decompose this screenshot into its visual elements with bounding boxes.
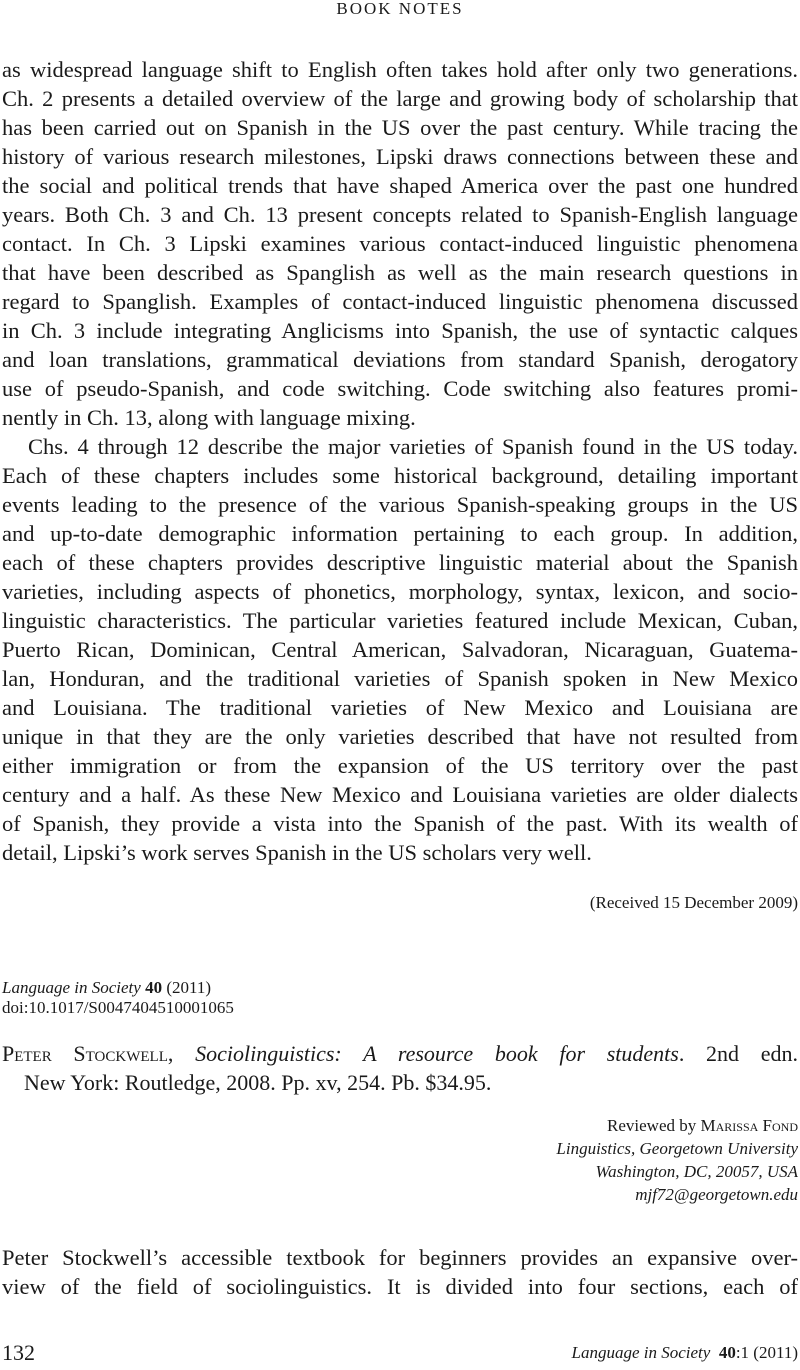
book-author: Peter Stockwell: [2, 1041, 168, 1066]
body-line: of Spanish, they provide a vista into the Spanish of the past. With its wealth of: [2, 811, 798, 836]
running-head: BOOK NOTES: [336, 0, 464, 18]
page-number: 132: [2, 1340, 35, 1365]
body-line: years. Both Ch. 3 and Ch. 13 present concepts related to Spanish-English language: [2, 202, 798, 227]
body-line: either immigration or from the expansion of the US territory over the past: [2, 753, 798, 778]
body-line: Each of these chapters includes some historical background, detailing important: [2, 463, 798, 488]
body-line: nently in Ch. 13, along with language mixing.: [2, 405, 416, 430]
footer-issue-rest: :1 (2011): [735, 1343, 798, 1362]
body-line: and Louisiana. The traditional varieties of New Mexico and Louisiana are: [2, 695, 798, 720]
body-line: varieties, including aspects of phonetics, morphology, syntax, lexicon, and socio-: [2, 579, 798, 604]
body-line: Peter Stockwell’s accessible textbook for beginners provides an expansive over-: [2, 1245, 798, 1270]
book-title: Sociolinguistics: A resource book for students: [195, 1041, 679, 1066]
body-line: that have been described as Spanglish as well as the main research questions in: [2, 260, 798, 285]
body-line: unique in that they are the only varieties described that have not resulted from: [2, 724, 798, 749]
journal-name: Language in Society: [2, 978, 141, 997]
body-line: events leading to the presence of the various Spanish-speaking groups in the US: [2, 492, 798, 517]
body-line: detail, Lipski’s work serves Spanish in the US scholars very well.: [2, 840, 592, 865]
footer-journal: [572, 1343, 798, 1363]
body-line: Puerto Rican, Dominican, Central American, Salvadoran, Nicaraguan, Guatema-: [2, 637, 798, 662]
reviewer-name: Marissa Fond: [700, 1116, 798, 1135]
body-line: regard to Spanglish. Examples of contact-induced linguistic phenomena discussed: [2, 289, 798, 314]
reviewer-line: [607, 1114, 798, 1137]
body-line: use of pseudo-Spanish, and code switching. Code switching also features promi-: [2, 376, 798, 401]
body-line: the social and political trends that have shaped America over the past one hundred: [2, 173, 798, 198]
journal-meta: [2, 978, 211, 998]
body-line: and up-to-date demographic information pertaining to each group. In addition,: [2, 521, 798, 546]
book-publication: New York: Routledge, 2008. Pp. xv, 254. Pb. $34.95.: [24, 1070, 492, 1095]
body-line: as widespread language shift to English often takes hold after only two generations.: [2, 57, 798, 82]
doi: doi:10.1017/S0047404510001065: [2, 998, 234, 1017]
book-citation-line1: Peter Stockwell, Sociolinguistics: A resource book for students. 2nd edn.: [2, 1041, 799, 1066]
journal-year: (2011): [166, 978, 212, 997]
body-line: linguistic characteristics. The particular varieties featured include Mexican, Cuban,: [2, 608, 798, 633]
body-line: history of various research milestones, Lipski draws connections between these and: [2, 144, 798, 169]
reviewer-affiliation: Linguistics, Georgetown University: [556, 1139, 798, 1158]
body-line: contact. In Ch. 3 Lipski examines various contact-induced linguistic phenomena: [2, 231, 798, 256]
footer-journal-name: Language in Society: [571, 1343, 711, 1362]
body-line: lan, Honduran, and the traditional varieties of Spanish spoken in New Mexico: [2, 666, 798, 691]
body-line: view of the field of sociolinguistics. It is divided into four sections, each of: [2, 1274, 798, 1299]
body-line: and loan translations, grammatical deviations from standard Spanish, derogatory: [2, 347, 798, 372]
reviewer-email: mjf72@georgetown.edu: [635, 1185, 798, 1204]
body-line: Chs. 4 through 12 describe the major varieties of Spanish found in the US today.: [28, 434, 798, 459]
reviewer-address: Washington, DC, 20057, USA: [595, 1162, 798, 1181]
book-edition: . 2nd edn.: [678, 1041, 799, 1066]
body-line: in Ch. 3 include integrating Anglicisms into Spanish, the use of syntactic calques: [2, 318, 798, 343]
received-date: (Received 15 December 2009): [589, 893, 798, 912]
journal-volume: 40: [145, 978, 163, 997]
body-line: each of these chapters provides descriptive linguistic material about the Spanish: [2, 550, 798, 575]
body-line: Ch. 2 presents a detailed overview of the large and growing body of scholarship that: [2, 86, 798, 111]
body-line: has been carried out on Spanish in the US over the past century. While tracing the: [2, 115, 798, 140]
body-line: century and a half. As these New Mexico and Louisiana varieties are older dialects: [2, 782, 798, 807]
reviewer-prefix: Reviewed by: [607, 1116, 701, 1135]
footer-issue-volume: 40: [718, 1343, 736, 1362]
